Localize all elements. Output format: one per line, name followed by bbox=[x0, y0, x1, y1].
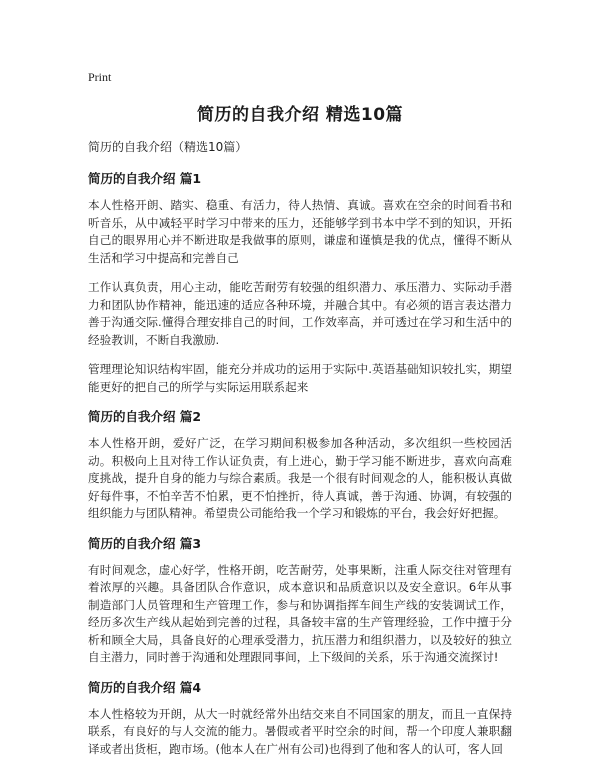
document-subtitle: 简历的自我介绍（精选10篇） bbox=[88, 140, 248, 154]
paragraph: 本人性格开朗、踏实、稳重、有活力，待人热情、真诚。喜欢在空余的时间看书和听音乐，从中减轻平时学习中带来的压力，还能够学到书本中学不到的知识，开拓自己的眼界用心并不断进取是我做事的原则，谦虚和谨慎是我的优点，懂得不断从生活和学习中提高和完善自己 bbox=[88, 198, 512, 265]
section-heading: 简历的自我介绍 篇2 bbox=[88, 409, 202, 424]
section-2 bbox=[88, 408, 512, 523]
document-title: 简历的自我介绍 精选10篇 bbox=[196, 105, 404, 125]
paragraph: 有时间观念，虚心好学，性格开朗，吃苦耐劳，处事果断，注重人际交往对管理有着浓厚的兴趣。具备团队合作意识，成本意识和品质意识以及安全意识。6年从事制造部门人员管理和生产管理工作，参与和协调指挥车间生产线的安装调试工作，经历多次生产线从起始到完善的过程，具备较丰富的生产管理经验，工作中擅于分析和顾全大局，具备良好的心理承受潜力，抗压潜力和组织潜力，以及较好的独立自主潜力，同时善于沟通和处理跟同事间，上下级间的关系，乐于沟通交流探讨! bbox=[88, 562, 512, 664]
section-1 bbox=[88, 170, 512, 396]
paragraph: 管理理论知识结构牢固，能充分并成功的运用于实际中.英语基础知识较扎实，期望能更好的把自己的所学与实际运用联系起来 bbox=[88, 362, 512, 394]
paragraph: 工作认真负责，用心主动，能吃苦耐劳有较强的组织潜力、承压潜力、实际动手潜力和团队协作精神，能迅速的适应各种环境，并融合其中。有必须的语言表达潜力善于沟通交际.懂得合理安排自己的时间，工作效率高，并可透过在学习和生活中的经验教训，不断自我激励. bbox=[88, 280, 512, 347]
section-heading: 简历的自我介绍 篇1 bbox=[88, 171, 202, 186]
section-heading: 简历的自我介绍 篇4 bbox=[88, 679, 202, 695]
print-label: Print bbox=[88, 70, 112, 84]
paragraph: 本人性格较为开朗，从大一时就经常外出结交来自不同国家的朋友，而且一直保持联系，有良好的与人交流的能力。暑假或者平时空余的时间，帮一个印度人兼职翻译或者出货柜，跑市场。(他本人在广州有公司)也得到了他和客人的认可，客人回 bbox=[88, 706, 512, 756]
section-heading: 简历的自我介绍 篇3 bbox=[88, 535, 202, 551]
paragraph: 本人性格开朗，爱好广泛，在学习期间积极参加各种活动，多次组织一些校园活动。积极向上且对待工作认证负责，有上进心，勤于学习能不断进步，喜欢向高难度挑战，提升自身的能力与综合素质。我是一个很有时间观念的人，能积极认真做好每件事，不怕辛苦不怕累，更不怕挫折，待人真诚，善于沟通、协调，有较强的组织能力与团队精神。希望贵公司能给我一个学习和锻炼的平台，我会好好把握。 bbox=[88, 436, 512, 520]
section-3 bbox=[88, 535, 512, 667]
section-4 bbox=[88, 679, 512, 759]
